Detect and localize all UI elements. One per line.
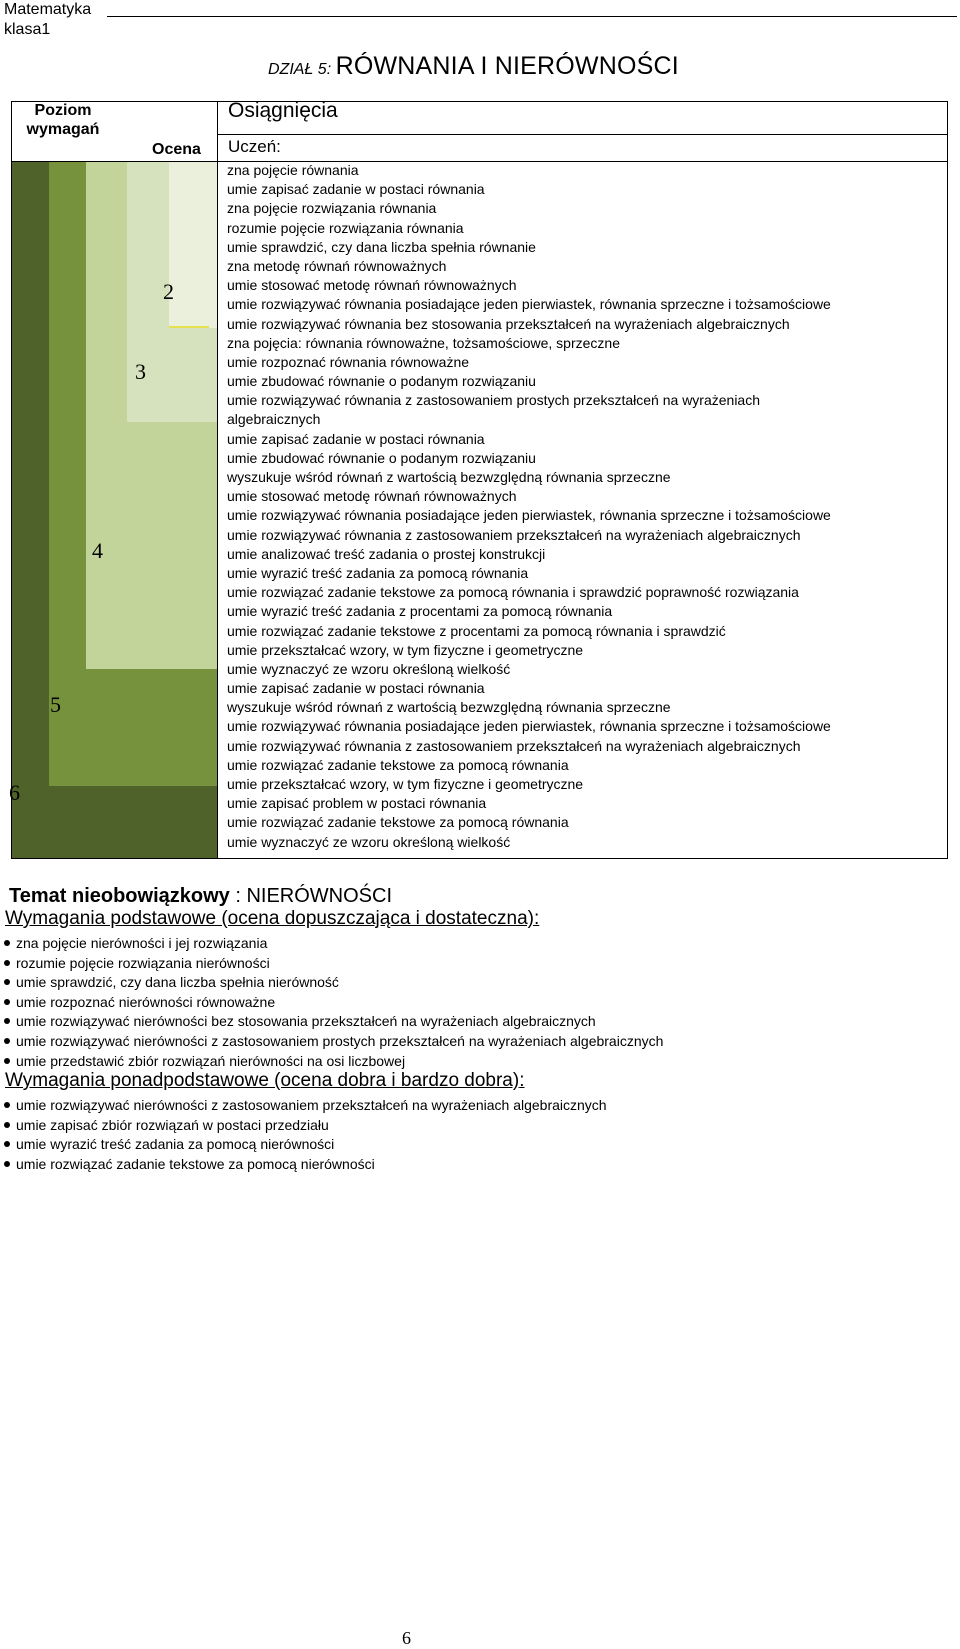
list-item xyxy=(4,993,663,1013)
list-item xyxy=(4,1096,607,1116)
level-number-5: 5 xyxy=(50,692,61,717)
basic-requirements-list xyxy=(4,934,663,1071)
bullet-icon xyxy=(4,1058,10,1064)
list-item: umie wyrazić treść zadania z procentami za pomocą równania xyxy=(227,603,613,620)
list-item: rozumie pojęcie rozwiązania równania xyxy=(227,219,464,236)
bullet-icon xyxy=(4,940,10,946)
list-item-text: umie rozwiązać zadanie tekstowe za pomocą nierówności xyxy=(16,1155,375,1172)
section-title xyxy=(268,52,679,81)
list-item: umie zapisać zadanie w postaci równania xyxy=(227,181,485,198)
bullet-icon xyxy=(4,1038,10,1044)
list-item: umie rozwiązywać równania z zastosowaniem przekształceń na wyrażeniach algebraicznych xyxy=(227,737,801,754)
list-item: umie przekształcać wzory, w tym fizyczne i geometryczne xyxy=(227,776,584,793)
list-item: wyszukuje wśród równań z wartością bezwzględną równania sprzeczne xyxy=(227,469,671,486)
list-item: umie rozwiązać zadanie tekstowe z procentami za pomocą równania i sprawdzić xyxy=(227,622,726,639)
advanced-requirements-list xyxy=(4,1096,607,1174)
list-item: zna pojęcie rozwiązania równania xyxy=(227,200,437,217)
bullet-icon xyxy=(4,960,10,966)
subject-name: Matematyka xyxy=(4,1,92,18)
list-item: umie rozpoznać równania równoważne xyxy=(227,353,470,370)
level-column-header: Poziom wymagań xyxy=(26,102,100,138)
list-item: umie wyznaczyć ze wzoru określoną wielkość xyxy=(227,833,511,850)
list-item-text: rozumie pojęcie rozwiązania nierówności xyxy=(16,954,270,971)
list-item-text: umie przedstawić zbiór rozwiązań nierówności na osi liczbowej xyxy=(16,1052,406,1069)
bullet-icon xyxy=(4,1141,10,1147)
section-name: RÓWNANIA I NIERÓWNOŚCI xyxy=(335,52,679,80)
list-item-text: umie rozwiązywać nierówności bez stosowania przekształceń na wyrażeniach algebraicznych xyxy=(16,1013,596,1030)
list-item xyxy=(4,1052,663,1072)
student-label: Uczeń: xyxy=(228,137,281,156)
level-number-2: 2 xyxy=(163,279,174,304)
achievements-column-header: Osiągnięcia xyxy=(228,99,338,122)
list-item: umie rozwiązywać równania bez stosowania przekształceń na wyrażeniach algebraicznych xyxy=(227,315,790,332)
list-item xyxy=(4,1116,607,1136)
list-item: zna metodę równań równoważnych xyxy=(227,257,447,274)
list-item: umie rozwiązywać równania posiadające jeden pierwiastek, równania sprzeczne i tożsamościowe xyxy=(227,718,831,735)
basic-requirements-heading xyxy=(5,908,539,930)
class-name: klasa1 xyxy=(4,21,51,38)
basic-requirements-colon: : xyxy=(533,908,540,929)
list-item: umie rozwiązywać równania z zastosowaniem prostych przekształceń na wyrażeniach algebraicznych xyxy=(227,392,761,428)
list-item: umie zbudować równanie o podanym rozwiązaniu xyxy=(227,449,536,466)
bullet-icon xyxy=(4,1161,10,1167)
bullet-icon xyxy=(4,1018,10,1024)
list-item: umie przekształcać wzory, w tym fizyczne i geometryczne xyxy=(227,641,584,658)
list-item xyxy=(4,934,663,954)
level-number-6: 6 xyxy=(9,780,20,805)
list-item: umie zapisać zadanie w postaci równania xyxy=(227,430,485,447)
list-item: umie rozwiązywać równania posiadające jeden pierwiastek, równania sprzeczne i tożsamościowe xyxy=(227,507,831,524)
list-item-text: zna pojęcie nierówności i jej rozwiązania xyxy=(16,935,268,951)
list-item xyxy=(4,1012,663,1032)
basic-requirements-title: Wymagania podstawowe (ocena dopuszczająca i dostateczna) xyxy=(5,908,534,929)
list-item: umie analizować treść zadania o prostej konstrukcji xyxy=(227,545,546,562)
list-item: umie rozwiązać zadanie tekstowe za pomocą równania xyxy=(227,756,569,773)
level-number-4: 4 xyxy=(92,538,103,563)
list-item: umie zapisać zadanie w postaci równania xyxy=(227,680,485,697)
section-prefix: DZIAŁ 5: xyxy=(268,61,332,78)
list-item-text: umie sprawdzić, czy dana liczba spełnia nierówność xyxy=(16,974,339,991)
list-item-text: umie zapisać zbiór rozwiązań w postaci przedziału xyxy=(16,1116,329,1133)
list-item: umie wyznaczyć ze wzoru określoną wielkość xyxy=(227,660,511,677)
document-header xyxy=(4,0,91,40)
optional-topic-name: NIERÓWNOŚCI xyxy=(246,885,393,907)
page-number: 6 xyxy=(402,1628,411,1648)
bullet-icon xyxy=(4,1102,10,1108)
optional-topic-label: Temat nieobowiązkowy xyxy=(9,885,230,907)
list-item-text: umie wyrazić treść zadania za pomocą nierówności xyxy=(16,1136,335,1153)
list-item: umie wyrazić treść zadania za pomocą równania xyxy=(227,564,529,581)
list-item-text: umie rozwiązywać nierówności z zastosowaniem przekształceń na wyrażeniach algebraicznych xyxy=(16,1097,607,1113)
list-item: zna pojęcie równania xyxy=(227,162,359,178)
list-item: umie zapisać problem w postaci równania xyxy=(227,795,487,812)
table-row-divider xyxy=(217,134,948,135)
list-item: umie rozwiązać zadanie tekstowe za pomocą równania i sprawdzić poprawność rozwiązania xyxy=(227,584,799,601)
grade-column-header: Ocena xyxy=(152,141,201,158)
advanced-requirements-heading xyxy=(5,1070,525,1092)
list-item: umie rozwiązać zadanie tekstowe za pomocą równania xyxy=(227,814,569,831)
header-rule xyxy=(107,16,957,17)
list-item-text: umie rozpoznać nierówności równoważne xyxy=(16,993,276,1010)
list-item: umie rozwiązywać równania posiadające jeden pierwiastek, równania sprzeczne i tożsamościowe xyxy=(227,296,831,313)
list-item: umie rozwiązywać równania z zastosowaniem przekształceń na wyrażeniach algebraicznych xyxy=(227,526,801,543)
advanced-requirements-colon: : xyxy=(519,1070,525,1091)
list-item xyxy=(4,1155,607,1175)
level-number-3: 3 xyxy=(135,359,146,384)
list-item xyxy=(4,973,663,993)
list-item: umie sprawdzić, czy dana liczba spełnia równanie xyxy=(227,238,536,255)
list-item-text: umie rozwiązywać nierówności z zastosowaniem prostych przekształceń na wyrażeniach algebraicznych xyxy=(16,1032,664,1049)
bullet-icon xyxy=(4,999,10,1005)
bullet-icon xyxy=(4,1122,10,1128)
list-item xyxy=(4,1032,663,1052)
list-item: umie zbudować równanie o podanym rozwiązaniu xyxy=(227,373,536,390)
list-item xyxy=(4,1135,607,1155)
advanced-requirements-title: Wymagania ponadpodstawowe (ocena dobra i bardzo dobra) xyxy=(5,1070,520,1091)
list-item xyxy=(4,954,663,974)
list-item: umie stosować metodę równań równoważnych xyxy=(227,488,517,505)
table-column-divider xyxy=(217,101,218,859)
optional-topic-heading xyxy=(9,885,392,908)
optional-topic-separator: : xyxy=(229,885,247,907)
list-item: wyszukuje wśród równań z wartością bezwzględną równania sprzeczne xyxy=(227,699,671,716)
achievements-list xyxy=(227,161,947,852)
bullet-icon xyxy=(4,979,10,985)
list-item: zna pojęcia: równania równoważne, tożsamościowe, sprzeczne xyxy=(227,334,620,351)
list-item: umie stosować metodę równań równoważnych xyxy=(227,277,517,294)
